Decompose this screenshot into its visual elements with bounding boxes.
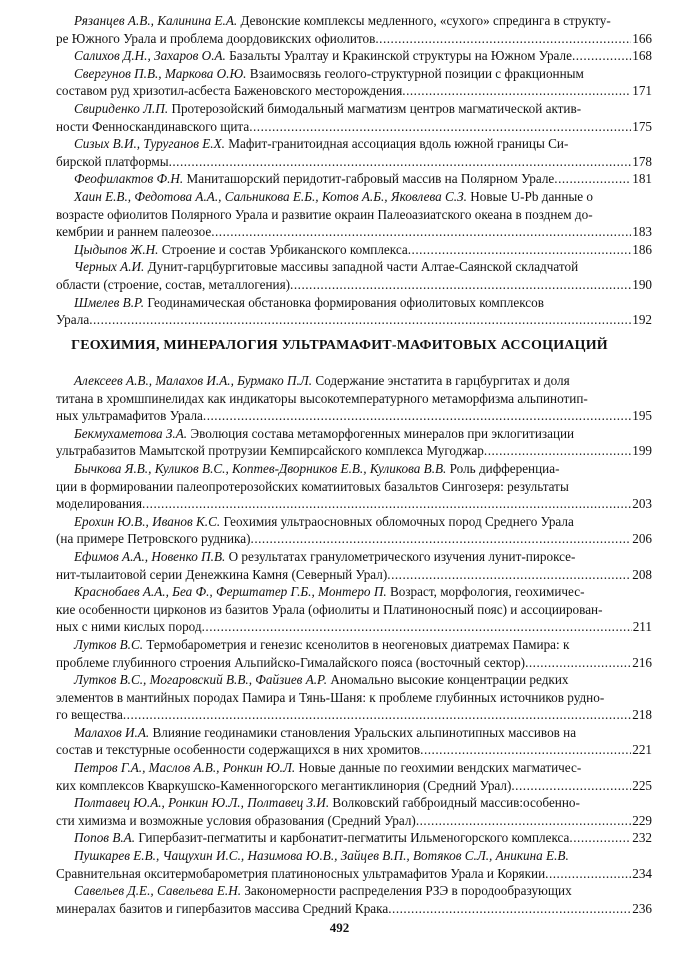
dot-leader: [408, 241, 631, 259]
toc-entry-line: [56, 241, 652, 259]
toc-entry-title: го вещества: [56, 707, 123, 723]
toc-entry-title: ных ультрамафитов Урала: [56, 408, 203, 424]
toc-entry-authors: Малахов И.А.: [74, 724, 150, 740]
toc-entry: [56, 847, 652, 882]
toc-entry-authors: Пушкарев Е.В., Чащухин И.С., Назимова Ю.В., Зайцев В.П., Вотяков С.Л., Аникина Е.В.: [74, 848, 569, 864]
toc-entry: [56, 258, 652, 293]
toc-entry-title-line: [74, 170, 554, 188]
toc-entry-first-line: [56, 583, 652, 601]
toc-entry-first-line: [56, 882, 652, 900]
toc-entry: [56, 12, 652, 47]
toc-entry-authors: Лутков В.С.: [74, 636, 144, 652]
toc-entry-authors: Феофилактов Ф.Н.: [74, 171, 184, 187]
toc-entry-title: Базальты Уралтау и Кракинской структуры на Южном Урале: [225, 48, 572, 64]
dot-leader: [525, 654, 631, 672]
toc-entry-first-line: [56, 724, 652, 742]
toc-entry-title: Строение и состав Урбиканского комплекса: [158, 241, 408, 257]
dot-leader: [123, 706, 631, 724]
toc-entry-line: [56, 82, 652, 100]
toc-entry-authors: Краснобаев А.А., Беа Ф., Ферштатер Г.Б., Монтеро П.: [74, 584, 387, 600]
toc-entry-page: 232: [632, 830, 652, 846]
toc-entry-title: проблеме глубинного строения Альпийско-Гималайского пояса (восточный сектор): [56, 654, 526, 670]
toc-entry-page: 183: [632, 224, 652, 240]
toc-entry-title: составом руд хризотил-асбеста Баженовского месторождения: [56, 83, 403, 99]
toc-entry-title: Аномально высокие концентрации редких: [327, 672, 569, 688]
dot-leader: [402, 82, 631, 100]
toc-entry-title: Эволюция состава метаморфогенных минералов при эклогитизации: [187, 425, 575, 441]
toc-entry-authors: Свергунов П.В., Маркова О.Ю.: [74, 65, 247, 81]
toc-entry-page: 234: [632, 865, 652, 881]
toc-entry-title: Термобарометрия и генезис ксенолитов в неогеновых диатремах Памира: к: [143, 636, 570, 652]
toc-entry: [56, 135, 652, 170]
toc-entry: [56, 829, 652, 847]
toc-entry-first-line: [56, 65, 652, 83]
toc-entry-line: [56, 566, 652, 584]
toc-entry-title: Новые данные по геохимии вендских магматичес-: [295, 760, 582, 776]
toc-entry-title: сти химизма и возможные условия образования (Средний Урал): [56, 812, 416, 828]
toc-entry: [56, 671, 652, 724]
toc-entry-authors: Свириденко Л.П.: [74, 100, 169, 116]
toc-entry-title: кие особенности цирконов из базитов Урала (офиолиты и Платиноносный пояс) и ассоциирован-: [56, 601, 603, 617]
toc-entry-page: 236: [632, 900, 652, 916]
dot-leader: [202, 618, 632, 636]
section-heading: ГЕОХИМИЯ, МИНЕРАЛОГИЯ УЛЬТРАМАФИТ-МАФИТОВЫХ АССОЦИАЦИЙ: [71, 338, 608, 353]
toc-entry-page: 181: [632, 171, 652, 187]
toc-entry-title: минералах базитов и гипербазитов массива Средний Крака: [56, 900, 389, 916]
toc-entry-authors: Полтавец Ю.А., Ронкин Ю.Л., Полтавец З.И.: [74, 795, 330, 811]
toc-entry-title: Геохимия ультраосновных обломочных пород Среднего Урала: [220, 513, 574, 529]
toc-entry-title: Волковский габброидный массив:особенно-: [329, 795, 580, 811]
toc-entry-title: Сравнительная окситермобарометрия платиноносных ультрамафитов Урала и Корякии: [56, 865, 546, 881]
toc-entry-title-line: [74, 829, 569, 847]
toc-entry-page: 195: [632, 408, 652, 424]
toc-entry-first-line: [56, 636, 652, 654]
dot-leader: [249, 118, 631, 136]
toc-entry: [56, 882, 652, 917]
toc-entry-line: [56, 829, 652, 847]
toc-entry-title: ких комплексов Кваркушско-Каменногорского мегантиклинория (Средний Урал): [56, 777, 512, 793]
toc-entry-first-line: [56, 12, 652, 30]
toc-entry-page: 186: [632, 241, 652, 257]
toc-entry-title: бирской платформы: [56, 153, 169, 169]
toc-entry-first-line: [56, 759, 652, 777]
toc-entry-first-line: [56, 294, 652, 312]
toc-entry-title-line: [74, 241, 408, 259]
dot-leader: [545, 865, 631, 883]
toc-entry-page: 190: [632, 276, 652, 292]
toc-entry-page: 168: [632, 48, 652, 64]
toc-entry-page: 229: [632, 812, 652, 828]
toc-entry-first-line: [56, 847, 652, 865]
toc-entry-line: [56, 777, 652, 795]
toc-entry-line: [56, 865, 652, 883]
toc-entry-line: [56, 618, 652, 636]
toc-entry-line: [56, 495, 652, 513]
toc-entry-line: [56, 30, 652, 48]
toc-entry-title: Новые U-Pb данные о: [466, 188, 594, 204]
toc-entry-first-line: [56, 188, 652, 206]
toc-entry-page: 171: [632, 83, 652, 99]
toc-entry-title: Закономерности распределения РЗЭ в породообразующих: [241, 883, 572, 899]
toc-entry: [56, 65, 652, 100]
toc-entry-page: 218: [632, 707, 652, 723]
toc-entry: [56, 47, 652, 65]
toc-entry-authors: Салихов Д.Н., Захаров О.А.: [74, 48, 226, 64]
toc-entry-authors: Попов В.А.: [74, 830, 136, 846]
toc-entry-title: моделирования: [56, 496, 143, 512]
dot-leader: [142, 495, 631, 513]
toc-entry-authors: Цыдыпов Ж.Н.: [74, 241, 159, 257]
toc-entry-title: титана в хромшпинелидах как индикаторы высокотемпературного метаморфизма альпинотип-: [56, 390, 588, 406]
toc-entry: [56, 724, 652, 759]
toc-entry-page: 178: [632, 153, 652, 169]
toc-entry-first-line: [56, 425, 652, 443]
toc-entry-line: [56, 170, 652, 188]
toc-entry-line: [56, 276, 652, 294]
toc-entry-authors: Петров Г.А., Маслов А.В., Ронкин Ю.Л.: [74, 760, 296, 776]
toc-entry-line: [56, 706, 652, 724]
toc-entry: [56, 372, 652, 425]
toc-entry-title-line: [74, 47, 572, 65]
toc-entry: [56, 548, 652, 583]
dot-leader: [290, 276, 631, 294]
toc-entry-page: 166: [632, 30, 652, 46]
dot-leader: [203, 407, 631, 425]
toc-entry-line: [56, 223, 652, 241]
toc-entry-first-line: [56, 372, 652, 390]
toc-entry: [56, 513, 652, 548]
toc-entry-title: Возраст, морфология, геохимичес-: [386, 584, 585, 600]
toc-entry: [56, 294, 652, 329]
toc-entry-first-line: [56, 671, 652, 689]
dot-leader: [375, 30, 631, 48]
toc-entry-authors: Ерохин Ю.В., Иванов К.С.: [74, 513, 221, 529]
dot-leader: [211, 223, 631, 241]
toc-entry-line: [56, 741, 652, 759]
toc-entry-page: 199: [632, 443, 652, 459]
toc-entry-page: 216: [632, 654, 652, 670]
toc-entry-title: ции в формировании палеопротерозойских коматиитовых базальтов Сингозеря: результаты: [56, 478, 569, 494]
toc-entry-title: ультрабазитов Мамытской протрузии Кемпирсайского комплекса Мугоджар: [56, 443, 484, 459]
toc-entry-line: [56, 118, 652, 136]
dot-leader: [387, 566, 631, 584]
toc-entry-authors: Бычкова Я.В., Куликов В.С., Коптев-Дворников Е.В., Куликова В.В.: [74, 460, 447, 476]
toc-entry: [56, 425, 652, 460]
toc-entry: [56, 241, 652, 259]
toc-entry-first-line: [56, 794, 652, 812]
toc-entry-title: Мафит-гранитоидная ассоциация вдоль южной границы Си-: [224, 136, 569, 152]
dot-leader: [420, 741, 631, 759]
toc-entry-authors: Рязанцев А.В., Калинина Е.А.: [74, 13, 238, 28]
toc-entry-line: [56, 654, 652, 672]
toc-entry-authors: Ефимов А.А., Новенко П.В.: [74, 548, 226, 564]
dot-leader: [416, 812, 631, 830]
toc-entry-title: Дунит-гарцбургитовые массивы западной части Алтае-Саянской складчатой: [144, 259, 579, 275]
toc-entry: [56, 759, 652, 794]
toc-entry-authors: Сизых В.И., Туруганов Е.Х.: [74, 136, 225, 152]
toc-entry-title: О результатах гранулометрического изучения лунит-пироксе-: [225, 548, 576, 564]
toc-entry-line: [56, 47, 652, 65]
toc-entry-title: (на примере Петровского рудника): [56, 531, 251, 547]
toc-entry-title: Протерозойский бимодальный магматизм центров магматической актив-: [168, 100, 582, 116]
toc-entry-title: кембрии и раннем палеозое: [56, 224, 212, 240]
toc-entry-line: [56, 900, 652, 918]
toc-list-geochemistry: [56, 372, 652, 917]
toc-entry-first-line: [56, 100, 652, 118]
toc-entry-title: состав и текстурные особенности содержащихся в них хромитов: [56, 742, 421, 758]
toc-entry-title: Девонские комплексы медленного, «сухого» спрединга в структу-: [237, 13, 611, 28]
toc-entry-page: 203: [632, 496, 652, 512]
toc-entry-line: [56, 153, 652, 171]
dot-leader: [554, 170, 631, 188]
toc-entry-page: 206: [632, 531, 652, 547]
toc-entry-title: нит-тылаитовой серии Денежкина Камня (Северный Урал): [56, 566, 388, 582]
toc-entry-first-line: [56, 513, 652, 531]
toc-entry: [56, 583, 652, 636]
toc-entry-line: [56, 530, 652, 548]
dot-leader: [569, 829, 631, 847]
toc-entry-title: Маниташорский перидотит-габровый массив на Полярном Урале: [183, 171, 555, 187]
toc-entry-page: 211: [632, 619, 652, 635]
toc-list-regional: [56, 12, 652, 329]
toc-entry-title: элементов в мантийных породах Памира и Тянь-Шаня: к проблеме глубинных источников рудно-: [56, 689, 605, 705]
toc-entry-line: [56, 407, 652, 425]
dot-leader: [89, 311, 631, 329]
toc-entry-page: 225: [632, 777, 652, 793]
toc-entry-authors: Лутков В.С., Могаровский В.В., Файзиев А.Р.: [74, 672, 328, 688]
toc-entry-page: 192: [632, 312, 652, 328]
toc-entry-first-line: [56, 135, 652, 153]
toc-entry-title: Влияние геодинамики становления Уральских альпинотипных массивов на: [149, 724, 577, 740]
toc-entry-title: области (строение, состав, металлогения): [56, 276, 291, 292]
toc-entry-line: [56, 442, 652, 460]
dot-leader: [251, 530, 632, 548]
toc-entry-authors: Черных А.И.: [74, 259, 145, 275]
toc-entry: [56, 188, 652, 241]
toc-entry-title: Геодинамическая обстановка формирования офиолитовых комплексов: [144, 294, 544, 310]
dot-leader: [484, 442, 631, 460]
toc-entry-title: ности Фенноскандинавского щита: [56, 118, 250, 134]
dot-leader: [572, 47, 631, 65]
toc-entry: [56, 100, 652, 135]
toc-entry-authors: Алексеев А.В., Малахов И.А., Бурмако П.Л.: [74, 373, 313, 388]
toc-entry-title: Гипербазит-пегматиты и карбонатит-пегматиты Ильменогорского комплекса: [135, 830, 570, 846]
dot-leader: [511, 777, 631, 795]
toc-entry: [56, 460, 652, 513]
dot-leader: [388, 900, 631, 918]
toc-entry-title: Взаимосвязь геолого-структурной позиции с фракционным: [246, 65, 584, 81]
toc-entry-authors: Хаин Е.В., Федотова А.А., Сальникова Е.Б., Котов А.Б., Яковлева С.З.: [74, 188, 467, 204]
toc-entry-title: Содержание энстатита в гарцбургитах и доля: [312, 373, 570, 388]
toc-entry-first-line: [56, 460, 652, 478]
toc-entry: [56, 170, 652, 188]
toc-entry-title: ных с ними кислых пород: [56, 619, 202, 635]
toc-entry-title: ре Южного Урала и проблема доордовикских офиолитов: [56, 30, 376, 46]
toc-entry-page: 221: [632, 742, 652, 758]
toc-entry-title: Урала: [56, 312, 90, 328]
toc-entry-line: [56, 812, 652, 830]
toc-entry-first-line: [56, 258, 652, 276]
toc-entry-authors: Савельев Д.Е., Савельева Е.Н.: [74, 883, 242, 899]
toc-entry-line: [56, 311, 652, 329]
toc-entry-authors: Шмелев В.Р.: [74, 294, 145, 310]
dot-leader: [169, 153, 632, 171]
toc-entry-authors: Бекмухаметова З.А.: [74, 425, 188, 441]
toc-entry-title: Роль дифференциа-: [446, 460, 560, 476]
toc-entry: [56, 794, 652, 829]
toc-entry: [56, 636, 652, 671]
page-number: 492: [329, 920, 350, 935]
toc-entry-first-line: [56, 548, 652, 566]
toc-entry-title: возрасте офиолитов Полярного Урала и развитие окраин Палеоазиатского океана в позднем до-: [56, 206, 593, 222]
toc-entry-page: 208: [632, 566, 652, 582]
toc-entry-page: 175: [632, 118, 652, 134]
